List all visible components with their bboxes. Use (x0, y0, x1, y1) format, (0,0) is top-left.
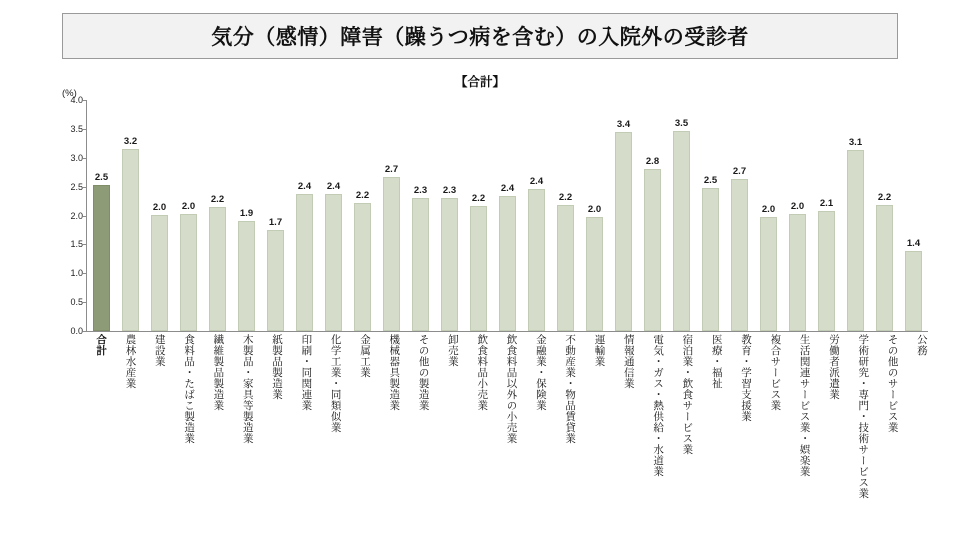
x-axis-label: 教育・学習支援業 (740, 334, 753, 422)
x-axis-label: 木製品・家具等製造業 (241, 334, 254, 444)
x-axis-labels (86, 334, 936, 534)
bar[interactable] (673, 131, 691, 331)
bar-value-label: 2.0 (790, 201, 805, 213)
bar-value-label: 1.7 (268, 216, 283, 228)
x-axis-label-slot (233, 334, 262, 534)
bar-slot (319, 100, 348, 331)
bar[interactable] (818, 211, 836, 331)
x-axis-label-slot (145, 334, 174, 534)
x-axis-label: 労働者派遣業 (827, 334, 840, 400)
y-axis-tick-label: 1.5 (70, 239, 83, 250)
y-axis-tick-label: 3.5 (70, 123, 83, 134)
x-axis-label: 卸売業 (446, 334, 459, 367)
bar-value-label: 1.4 (906, 238, 921, 250)
bar-slot (551, 100, 580, 331)
bar[interactable] (296, 194, 314, 331)
y-axis-tick-label: 0.0 (70, 326, 83, 336)
bar-slot (348, 100, 377, 331)
x-axis-label-slot (702, 334, 731, 534)
bar[interactable] (615, 132, 633, 331)
bar-value-label: 3.4 (616, 119, 631, 131)
x-axis-label: 農林水産業 (124, 334, 137, 389)
x-axis-label: 飲食料品小売業 (476, 334, 489, 411)
x-axis-label-slot (467, 334, 496, 534)
chart-subtitle: 【合計】 (454, 75, 505, 89)
x-axis-label-slot (350, 334, 379, 534)
x-axis-label-slot (760, 334, 789, 534)
bar-series (87, 100, 928, 331)
bar-value-label: 2.3 (413, 184, 428, 196)
bar[interactable] (383, 177, 401, 331)
y-axis-tick-label: 0.5 (70, 297, 83, 308)
x-axis-label: 合計 (95, 334, 108, 356)
x-axis-label: 複合サービス業 (769, 334, 782, 411)
slide-title-banner (62, 13, 898, 59)
x-axis-label: 建設業 (153, 334, 166, 367)
bar-slot (232, 100, 261, 331)
bar-value-label: 2.3 (442, 184, 457, 196)
x-axis-label-slot (291, 334, 320, 534)
bar-slot (522, 100, 551, 331)
bar-slot (116, 100, 145, 331)
x-axis-label-slot (877, 334, 906, 534)
x-axis-label-slot (643, 334, 672, 534)
bar-value-label: 2.2 (877, 191, 892, 203)
bar[interactable] (93, 185, 111, 331)
y-axis-tick-label: 4.0 (70, 95, 83, 105)
x-axis-label: 金属工業 (358, 334, 371, 378)
bar-value-label: 2.1 (819, 197, 834, 209)
y-axis-unit-label: (%) (62, 88, 77, 99)
y-axis-tick-label: 2.0 (70, 210, 83, 221)
bar-slot (841, 100, 870, 331)
x-axis-label-slot (203, 334, 232, 534)
bar-slot (609, 100, 638, 331)
x-axis-label-slot (848, 334, 877, 534)
bar-slot (493, 100, 522, 331)
bar-chart (56, 88, 936, 336)
y-axis-tick-label: 3.0 (70, 152, 83, 163)
x-axis-label-slot (262, 334, 291, 534)
bar-slot (812, 100, 841, 331)
bar-slot (899, 100, 928, 331)
bar-value-label: 2.8 (645, 155, 660, 167)
bar-slot (464, 100, 493, 331)
x-axis-label-slot (115, 334, 144, 534)
x-axis-label: 飲食料品以外の小売業 (505, 334, 518, 444)
bar-value-label: 2.7 (384, 164, 399, 176)
x-axis-label: 公務 (915, 334, 928, 356)
x-axis-label: 化学工業・同類似業 (329, 334, 342, 433)
bar-value-label: 3.1 (848, 136, 863, 148)
bar-slot (783, 100, 812, 331)
x-axis-label-slot (790, 334, 819, 534)
bar-value-label: 2.4 (500, 182, 515, 194)
bar-value-label: 2.2 (471, 192, 486, 204)
bar-value-label: 2.7 (732, 166, 747, 178)
bar[interactable] (760, 217, 778, 331)
bar-slot (667, 100, 696, 331)
bar[interactable] (267, 230, 285, 331)
bar-slot (696, 100, 725, 331)
y-axis-tick-label: 1.0 (70, 268, 83, 279)
bar-value-label: 2.5 (94, 172, 109, 184)
bar[interactable] (441, 198, 459, 331)
bar-slot (203, 100, 232, 331)
page-title: 気分（感情）障害（躁うつ病を含む）の入院外の受診者 (211, 26, 749, 49)
bar-slot (870, 100, 899, 331)
bar-slot (174, 100, 203, 331)
bar[interactable] (789, 214, 807, 331)
bar[interactable] (557, 205, 575, 331)
x-axis-label: 生活関連サービス業・娯楽業 (798, 334, 811, 477)
bar[interactable] (876, 205, 894, 331)
bar-value-label: 3.5 (674, 118, 689, 130)
bar-slot (145, 100, 174, 331)
x-axis-label: 運輸業 (593, 334, 606, 367)
bar-value-label: 1.9 (239, 208, 254, 220)
bar[interactable] (905, 251, 923, 331)
x-axis-label-slot (526, 334, 555, 534)
x-axis-label: 食料品・たばこ製造業 (183, 334, 196, 444)
bar[interactable] (586, 217, 604, 331)
bar[interactable] (528, 189, 546, 331)
x-axis-label-slot (321, 334, 350, 534)
x-axis-label-slot (819, 334, 848, 534)
x-axis-label-slot (379, 334, 408, 534)
bar-value-label: 2.0 (587, 204, 602, 216)
x-axis-label-slot (584, 334, 613, 534)
y-axis-tick-label: 2.5 (70, 181, 83, 192)
bar-value-label: 2.5 (703, 175, 718, 187)
bar-slot (580, 100, 609, 331)
x-axis-label-slot (174, 334, 203, 534)
bar-value-label: 2.4 (297, 180, 312, 192)
bar-slot (435, 100, 464, 331)
bar[interactable] (180, 214, 198, 331)
x-axis-label: 繊維製品製造業 (212, 334, 225, 411)
bar-value-label: 2.0 (181, 201, 196, 213)
bar[interactable] (238, 221, 256, 331)
x-axis-label: 医療・福祉 (710, 334, 723, 389)
bar[interactable] (702, 188, 720, 331)
x-axis-label-slot (555, 334, 584, 534)
bar[interactable] (151, 215, 169, 331)
bar[interactable] (325, 194, 343, 331)
bar[interactable] (412, 198, 430, 331)
x-axis-label: 学術研究・専門・技術サービス業 (857, 334, 870, 499)
bar[interactable] (847, 150, 865, 331)
bar-slot (261, 100, 290, 331)
x-axis-label-slot (731, 334, 760, 534)
bar[interactable] (354, 203, 372, 331)
bar-value-label: 2.2 (558, 192, 573, 204)
x-axis-label-slot (614, 334, 643, 534)
bar-value-label: 3.2 (123, 135, 138, 147)
bar[interactable] (470, 206, 488, 331)
bar[interactable] (644, 169, 662, 331)
chart-plot-area (70, 95, 928, 336)
bar-slot (377, 100, 406, 331)
x-axis-label-slot (86, 334, 115, 534)
bar-slot (725, 100, 754, 331)
x-axis-label: 情報通信業 (622, 334, 635, 389)
x-axis-label-slot (408, 334, 437, 534)
x-axis-label: 印刷・同関連業 (300, 334, 313, 411)
x-axis-label-slot (438, 334, 467, 534)
x-axis-label: 機械器具製造業 (388, 334, 401, 411)
bar[interactable] (731, 179, 749, 331)
bar-value-label: 2.0 (761, 203, 776, 215)
x-axis-label: 宿泊業・飲食サービス業 (681, 334, 694, 455)
bar[interactable] (499, 196, 517, 331)
x-axis-label-slot (496, 334, 525, 534)
x-axis-label: 紙製品製造業 (271, 334, 284, 400)
x-axis-label: 電気・ガス・熱供給・水道業 (652, 334, 665, 477)
x-axis-label: 金融業・保険業 (534, 334, 547, 411)
x-axis-label: その他の製造業 (417, 334, 430, 411)
bar-value-label: 2.2 (355, 189, 370, 201)
x-axis-label: その他のサービス業 (886, 334, 899, 433)
bar-value-label: 2.0 (152, 201, 167, 213)
bar-slot (638, 100, 667, 331)
bar-slot (290, 100, 319, 331)
x-axis-label: 不動産業・物品賃貸業 (564, 334, 577, 444)
bar-slot (406, 100, 435, 331)
bar-value-label: 2.4 (326, 181, 341, 193)
bar-slot (87, 100, 116, 331)
bar-value-label: 2.4 (529, 175, 544, 187)
bar[interactable] (209, 207, 227, 331)
x-axis-label-slot (907, 334, 936, 534)
bar-slot (754, 100, 783, 331)
x-axis-label-slot (672, 334, 701, 534)
bar[interactable] (122, 149, 140, 331)
bar-value-label: 2.2 (210, 194, 225, 206)
